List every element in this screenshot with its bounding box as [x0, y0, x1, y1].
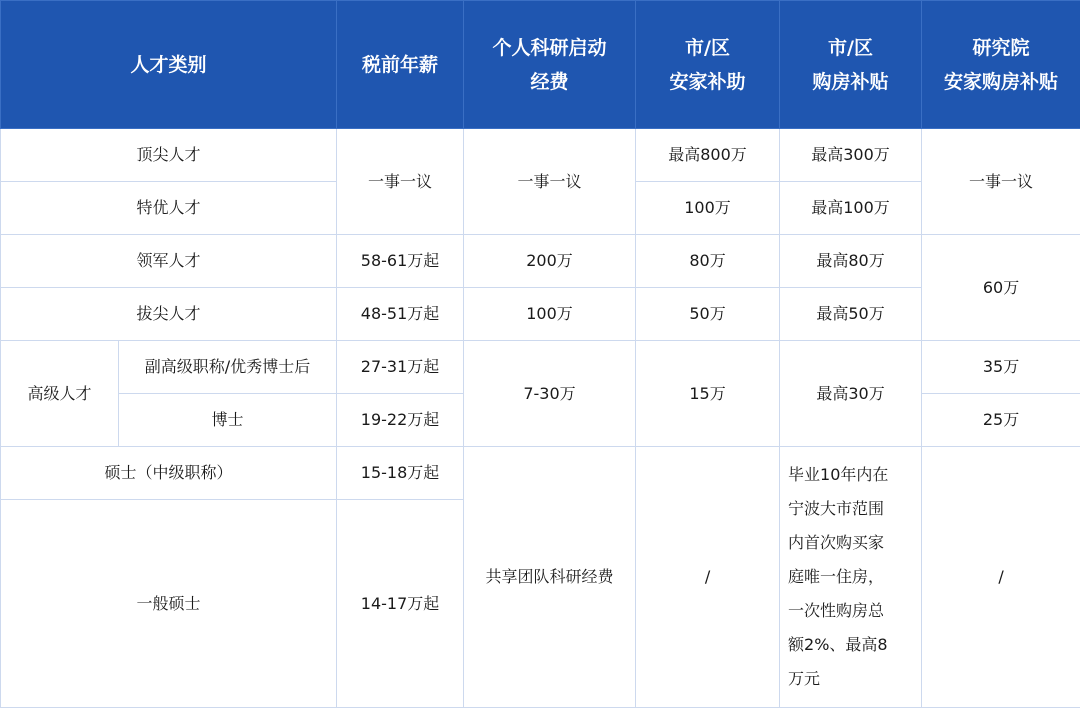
cell-salary-general-master: 14-17万起 [337, 500, 464, 708]
header-research-funding-line2: 经费 [530, 70, 569, 93]
header-settlement-subsidy-line1: 市/区 [685, 36, 730, 59]
cell-salary-leading-talent: 58-61万起 [337, 235, 464, 288]
header-row [1, 1, 1080, 129]
header-research-funding [464, 1, 636, 129]
cell-settle-senior-talent: 15万 [636, 341, 780, 447]
header-institute-subsidy-line2: 安家购房补贴 [944, 70, 1059, 93]
cell-salary-associate-senior: 27-31万起 [337, 341, 464, 394]
header-research-funding-line1: 个人科研启动 [492, 36, 607, 59]
header-housing-subsidy [780, 1, 922, 129]
cell-housing-senior-talent: 最高30万 [780, 341, 922, 447]
cell-housing-top-notch-talent: 最高50万 [780, 288, 922, 341]
header-pretax-salary [337, 1, 464, 129]
cell-category-top-talent: 顶尖人才 [1, 129, 337, 182]
cell-category-special-talent: 特优人才 [1, 182, 337, 235]
cell-institute-masters: / [922, 447, 1080, 708]
table-row-leading-talent [1, 235, 1080, 288]
cell-settle-top-talent: 最高800万 [636, 129, 780, 182]
cell-research-leading-talent: 200万 [464, 235, 636, 288]
cell-group-senior-talent: 高级人才 [1, 341, 119, 447]
cell-category-master-mid: 硕士（中级职称） [1, 447, 337, 500]
cell-settle-special-talent: 100万 [636, 182, 780, 235]
cell-housing-leading-talent: 最高80万 [780, 235, 922, 288]
cell-category-doctor: 博士 [119, 394, 337, 447]
housing-note-line-4: 庭唯一住房， [788, 567, 885, 586]
cell-category-leading-talent: 领军人才 [1, 235, 337, 288]
cell-housing-special-talent: 最高100万 [780, 182, 922, 235]
cell-research-masters: 共享团队科研经费 [464, 447, 636, 708]
cell-housing-top-talent: 最高300万 [780, 129, 922, 182]
housing-note-line-5: 一次性购房总 [788, 601, 885, 620]
cell-research-senior-talent: 7-30万 [464, 341, 636, 447]
table-body [1, 129, 1080, 708]
header-settlement-subsidy [636, 1, 780, 129]
table-row-top-notch-talent [1, 288, 1080, 341]
cell-category-general-master: 一般硕士 [1, 500, 337, 708]
header-institute-subsidy-line1: 研究院 [972, 36, 1030, 59]
table-row-top-talent [1, 129, 1080, 182]
housing-note-line-1: 毕业10年内在 [788, 465, 889, 484]
cell-salary-doctor: 19-22万起 [337, 394, 464, 447]
cell-salary-master-mid: 15-18万起 [337, 447, 464, 500]
housing-note-line-2: 宁波大市范围 [788, 499, 885, 518]
housing-note-line-6: 额2%、最高8 [788, 635, 888, 654]
header-settlement-subsidy-line2: 安家补助 [669, 70, 746, 93]
cell-institute-doctor: 25万 [922, 394, 1080, 447]
table-row-master-mid [1, 447, 1080, 500]
header-talent-category-line1: 人才类别 [130, 53, 207, 76]
header-housing-subsidy-line1: 市/区 [828, 36, 873, 59]
cell-institute-top-special: 一事一议 [922, 129, 1080, 235]
header-pretax-salary-line1: 税前年薪 [362, 53, 439, 76]
header-institute-subsidy [922, 1, 1080, 129]
table-row-associate-senior [1, 341, 1080, 394]
header-housing-subsidy-line2: 购房补贴 [812, 70, 889, 93]
housing-note-line-3: 内首次购买家 [788, 533, 885, 552]
cell-research-top-special: 一事一议 [464, 129, 636, 235]
cell-settle-masters: / [636, 447, 780, 708]
table-header [1, 1, 1080, 129]
cell-salary-top-notch-talent: 48-51万起 [337, 288, 464, 341]
cell-category-associate-senior: 副高级职称/优秀博士后 [119, 341, 337, 394]
cell-settle-top-notch-talent: 50万 [636, 288, 780, 341]
header-talent-category [1, 1, 337, 129]
cell-settle-leading-talent: 80万 [636, 235, 780, 288]
housing-note-line-7: 万元 [788, 669, 821, 688]
cell-housing-masters [780, 447, 922, 708]
cell-research-top-notch-talent: 100万 [464, 288, 636, 341]
cell-institute-associate-senior: 35万 [922, 341, 1080, 394]
cell-institute-leading-topnotch: 60万 [922, 235, 1080, 341]
cell-salary-top-special: 一事一议 [337, 129, 464, 235]
cell-category-top-notch-talent: 拔尖人才 [1, 288, 337, 341]
